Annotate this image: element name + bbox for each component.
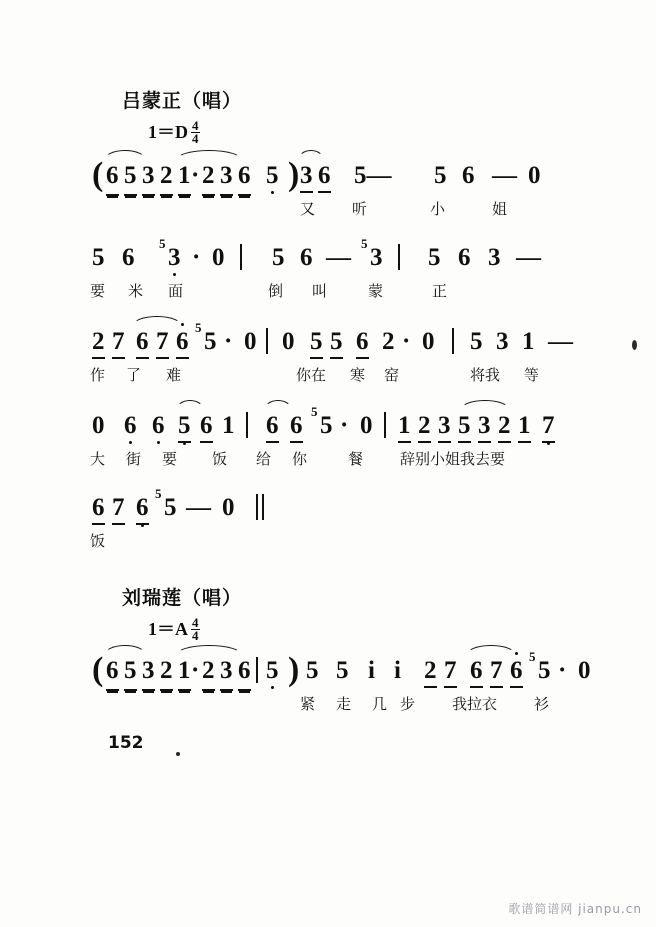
note: 2 [498,412,511,443]
barline [256,657,258,683]
note: 3 [496,328,509,355]
note: 3 [142,162,155,196]
slur-arc [466,645,516,655]
ornament-mark: 5 [361,236,368,251]
note: 0 [212,244,225,271]
lyric-syllable: 要 [90,282,106,300]
lyric-syllable: 难 [166,366,182,384]
slur-arc [264,400,292,410]
note: 0 [222,494,235,521]
note: 1 [178,162,191,196]
barline [266,328,268,354]
lyric-syllable: 将我 [470,366,501,384]
lyric-syllable: 又 [300,200,316,218]
lyric-syllable: 米 [128,282,144,300]
note: 0 [244,328,257,355]
note: 6 [200,412,213,443]
notation-paren: ( [92,651,104,688]
music-row [0,649,656,729]
ornament-mark: 5 [159,236,166,251]
notation-paren: ) [288,156,300,193]
note: 5 [320,412,333,439]
note: i [394,657,401,684]
note: 6 [290,412,303,443]
note: 0 [282,328,295,355]
augmentation-dot: · [191,657,200,684]
note: — [548,328,573,355]
note: 2 [382,328,395,355]
lyric-syllable: 饭 [212,450,228,468]
note: 0 [422,328,435,355]
note: 6 [124,412,137,439]
ornament-mark: 5 [155,486,162,501]
paper-speck [176,752,180,756]
note: 2 [418,412,431,443]
paper-speck [632,340,637,350]
lyric-syllable: 紧 [300,695,316,713]
note: 6 [92,494,105,525]
note: 6 [462,162,475,189]
section-1-key-signature [148,118,200,146]
note: 6 [136,328,149,359]
section-1-singer: 吕蒙正（唱） [122,90,243,112]
note: 5 [434,162,447,189]
note: 7 [490,657,503,688]
note: 6 [176,328,189,359]
note: 6 [318,162,331,193]
lyric-syllable: 倒 [268,282,284,300]
note: 3 [220,162,233,196]
note: · [224,328,233,355]
note: 3 [168,244,181,271]
note: 2 [202,162,215,196]
barline [240,244,242,270]
barline [452,328,454,354]
note: 5 [178,412,191,443]
lyric-syllable: 叫 [312,282,328,300]
note: 6 [300,244,313,271]
note: 1 [522,328,535,355]
note: 2 [160,162,173,196]
note: 5 [538,657,551,684]
barline [398,244,400,270]
note: 5 [272,244,285,271]
notation-paren: ) [288,651,300,688]
note: 6 [470,657,483,688]
lyric-syllable: 我拉衣 [452,695,498,713]
note: 6 [136,494,149,525]
barline [384,412,386,438]
lyric-syllable: 给 [256,450,272,468]
lyric-syllable: 小 [430,200,446,218]
note: 1 [178,657,191,691]
lyric-syllable: 大 [90,450,106,468]
lyric-syllable: 你在 [296,366,327,384]
slur-arc [460,400,510,410]
note: 5 [310,328,323,359]
augmentation-dot: · [191,162,200,189]
note: 5 [204,328,217,355]
note: — [492,162,517,189]
note: 5 [124,162,137,196]
lyric-syllable: 了 [126,366,142,384]
lyric-syllable: 面 [168,282,184,300]
section-2-key-label: 1＝A [148,619,188,639]
slur-arc [104,150,146,160]
note: 6 [106,162,119,196]
section-2-meter: $\frac{4}{4}$ [192,615,199,644]
notation-paren: ( [92,156,104,193]
note: 1 [222,412,235,439]
music-row [0,236,656,316]
ornament-mark: 5 [529,649,536,664]
lyric-syllable: 听 [352,200,368,218]
barline [256,494,258,520]
barline [262,494,264,520]
lyric-syllable: 寒 [350,366,366,384]
note: 6 [458,244,471,271]
note: · [192,244,201,271]
section-1-key-label: 1＝D [148,122,188,142]
note: 5 [266,657,279,684]
note: 2 [92,328,105,359]
note: 0 [360,412,373,439]
lyric-syllable: 走 [336,695,352,713]
lyric-syllable: 衫 [534,695,550,713]
slur-arc [176,400,204,410]
ornament-mark: 5 [195,320,202,335]
note: 3 [220,657,233,691]
note: 5 [164,494,177,521]
note: 5 [330,328,343,359]
note: 5 [124,657,137,691]
note: 2 [202,657,215,691]
note: 7 [542,412,555,443]
note: 5 [266,162,279,189]
note: 5 [428,244,441,271]
note: · [558,657,567,684]
note: 0 [92,412,105,439]
lyric-syllable: 辞别小姐我去要 [400,450,506,468]
page-number: 152 [108,733,144,753]
section-2-key-signature [148,615,200,643]
note: 6 [238,162,251,196]
note: 7 [112,494,125,525]
music-row [0,156,656,234]
note: 6 [356,328,369,359]
note: · [340,412,349,439]
note: 0 [528,162,541,189]
lyric-syllable: 蒙 [368,282,384,300]
lyric-syllable: 饭 [90,532,106,550]
section-1-meter: $\frac{4}{4}$ [192,118,199,147]
slur-arc [176,150,242,160]
note: 6 [238,657,251,691]
note: 3 [142,657,155,691]
note: — [326,244,351,271]
lyric-syllable: 正 [432,282,448,300]
slur-arc [104,645,146,655]
slur-arc [176,645,242,655]
note: 6 [266,412,279,443]
ornament-mark: 5 [311,404,318,419]
note: 2 [424,657,437,688]
note: i [368,657,375,684]
note: 7 [112,328,125,359]
note: 5 [306,657,319,684]
note: 5 [470,328,483,355]
note: 2 [160,657,173,691]
note: · [402,328,411,355]
note: 1 [518,412,531,443]
note: 1 [398,412,411,443]
slur-arc [298,150,324,160]
lyric-syllable: 你 [292,450,308,468]
music-row [0,404,656,484]
music-row [0,486,656,566]
lyric-syllable: 等 [524,366,540,384]
lyric-syllable: 姐 [492,200,508,218]
note: 3 [488,244,501,271]
note: 6 [152,412,165,439]
note: 7 [156,328,169,359]
lyric-syllable: 窑 [384,366,400,384]
note: 5 [458,412,471,443]
music-row [0,320,656,400]
lyric-syllable: 几 [372,695,388,713]
note: 3 [438,412,451,443]
watermark: 歌谱简谱网 jianpu.cn [508,902,642,916]
slur-arc [132,316,182,326]
note: — [516,244,541,271]
note: 6 [106,657,119,691]
note: 5 [92,244,105,271]
note: 3 [478,412,491,443]
note: 5— [354,162,392,189]
lyric-syllable: 要 [162,450,178,468]
note: 7 [444,657,457,688]
section-2-singer: 刘瑞莲（唱） [122,587,243,609]
lyric-syllable: 作 [90,366,106,384]
lyric-syllable: 步 [400,695,416,713]
note: 5 [336,657,349,684]
lyric-syllable: 街 [126,450,142,468]
lyric-syllable: 餐 [348,450,364,468]
note: 6 [510,657,523,688]
note: 6 [122,244,135,271]
note: 3 [370,244,383,271]
note: 3 [300,162,313,193]
note: — [186,494,211,521]
note: 0 [578,657,591,684]
barline [246,412,248,438]
